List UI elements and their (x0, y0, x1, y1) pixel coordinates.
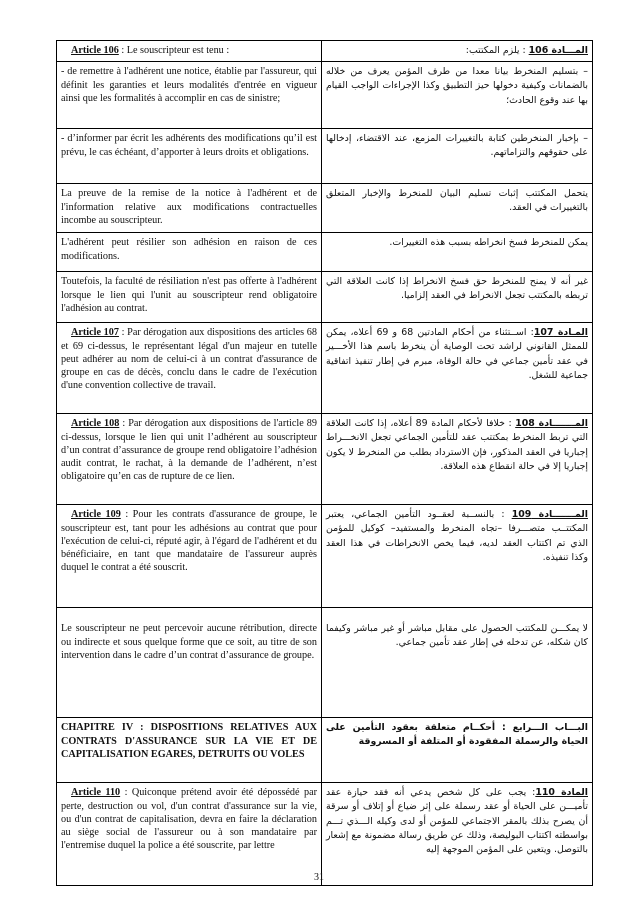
table-row (57, 41, 593, 62)
table-row (57, 783, 593, 886)
fr-cell (57, 272, 322, 323)
article-heading-ar: المـــــــادة 109 (511, 509, 588, 521)
ar-text: – بتسليم المنخرط بيانا معدا من طرف المؤمن يعرف من خلاله بالضمانات وكيفية دخولها حيز التطبيق وكذا الإجراءات الواجب القيام بها عند وقوع الحادث؛ (326, 66, 588, 106)
article-heading-ar: المـادة 107 (533, 327, 588, 339)
ar-cell (322, 62, 593, 129)
ar-cell (322, 608, 593, 718)
article-heading-fr: Article 107 (71, 327, 119, 339)
fr-text: : Par dérogation aux dispositions de l'article 89 ci-dessus, lorsque le lien qui unit l’adhérent au souscripteur d’un contrat d’assurance de groupe rend obligatoire l’adhésion audit contrat, le rachat, à la demande de l’adhérent, n’est obligatoire qu’en cas de rupture de ce lien. (61, 418, 317, 483)
table-row (57, 184, 593, 233)
article-heading-ar: المـــــــادة 108 (515, 418, 588, 430)
ar-cell (322, 783, 593, 886)
ar-text: يمكن للمنخرط فسخ انخراطه بسبب هذه التغييرات. (389, 237, 588, 249)
fr-cell (57, 718, 322, 783)
fr-cell (57, 233, 322, 272)
table-row (57, 62, 593, 129)
ar-cell (322, 505, 593, 608)
article-heading-ar: المادة 110 (535, 787, 588, 799)
table-row (57, 129, 593, 184)
table-row (57, 323, 593, 414)
fr-cell (57, 129, 322, 184)
bilingual-law-table (56, 40, 593, 886)
ar-cell (322, 414, 593, 505)
fr-text: - de remettre à l'adhérent une notice, établie par l'assureur, qui définit les garanties et leurs modalités d'entrée en vigueur ainsi que les formalités à accomplir en cas de sinistre; (61, 66, 317, 104)
document-page (56, 40, 588, 870)
ar-cell (322, 718, 593, 783)
fr-cell (57, 505, 322, 608)
table-row (57, 233, 593, 272)
article-heading-fr: Article 110 (71, 787, 121, 799)
ar-text: : يلزم المكتتب: (465, 45, 529, 56)
table-row (57, 505, 593, 608)
ar-text: – بإخبار المنخرطين كتابة بالتغييرات المزمع، عند الاقتضاء، إدخالها على حقوقهم والتزاماتهم. (326, 133, 588, 159)
ar-cell (322, 272, 593, 323)
table-row (57, 414, 593, 505)
chapter-title-ar: البـــاب الـــرابع : أحكــام متعلقة بعقود التأمين على الحياة والرسملة المفقودة أو المتلفة أو المسروقة (326, 722, 588, 748)
ar-text: : يجب على كل شخص يدعي أنه فقد حيازة عقد تأميـــن على الحياة أو عقد رسملة على إثر ضياع أو إتلاف أو سرقة أن يصرح بذلك بالمقر الاجتماعي للمؤمن أو لدى وكيله الـــذي تـــم بواسطته اكتتاب البوليصة، وذلك عن طريق رسالة مضمونة مع إشعار بالتوصل. ويتعين على المؤمن الموجهة إليه (326, 787, 588, 856)
fr-cell (57, 41, 322, 62)
article-heading-fr: Article 109 (71, 509, 121, 521)
fr-cell (57, 608, 322, 718)
fr-text: : Le souscripteur est tenu : (118, 45, 230, 56)
ar-text: لا يمكـــن للمكتتب الحصول على مقابل مباشر أو غير مباشر وكيفما كان شكله، عن تدخله في إطار عقد تأمين جماعي. (326, 623, 588, 649)
fr-text: - d’informer par écrit les adhérents des modifications qu’il est prévu, le cas échéant, d’apporter à leurs droits et obligations. (61, 133, 317, 158)
ar-text: : اســتثناء من أحكام المادتين 68 و 69 أعلاه، يمكن للممثل القانوني لراشد تحت الوصاية أن ينخرط باسم هذا الأخـــير في عقد تأمين جماعي في حالة الوفاة، مبرم في إطار تنفيذ اتفاقية جماعية للشغل. (326, 327, 588, 381)
fr-text: Toutefois, la faculté de résiliation n'est pas offerte à l'adhérent lorsque le lien qui l'unit au souscripteur rend obligatoire l'adhésion au contrat. (61, 276, 317, 314)
ar-cell (322, 323, 593, 414)
ar-cell (322, 41, 593, 62)
article-heading-fr: Article 108 (71, 418, 120, 430)
chapter-title-fr: CHAPITRE IV : DISPOSITIONS RELATIVES AUX CONTRATS D'ASSURANCE SUR LA VIE ET DE CAPITALISATION EGARES, DETRUITS OU VOLES (61, 722, 317, 760)
fr-cell (57, 184, 322, 233)
table-row (57, 608, 593, 718)
fr-cell (57, 414, 322, 505)
ar-cell (322, 129, 593, 184)
ar-text: يتحمل المكتتب إثبات تسليم البيان للمنخرط والإخبار المتعلق بالتغييرات في العقد. (326, 188, 588, 214)
fr-text: L'adhérent peut résilier son adhésion en raison de ces modifications. (61, 237, 317, 262)
ar-cell (322, 184, 593, 233)
article-heading-fr: Article 106 (71, 45, 119, 56)
ar-text: : بالنســبة لعقــود التأمين الجماعي، يعتبر المكتتــب متصـــرفا –تجاه المنخرط والمستفيد– كوكيل للمؤمن الذي تم اكتتاب العقد لديه، فيما يخص الانخراطات في هذا العقد وكذا تنفيذه. (326, 509, 588, 563)
fr-text: : Pour les contrats d'assurance de groupe, le souscripteur est, tant pour les adhésions au contrat que pour l'exécution de celui-ci, réputé agir, à l'égard de l'adhérent et du bénéficiaire, en tant que mandataire de l'assureur auprès duquel le contrat a été souscrit. (61, 509, 317, 574)
table-row (57, 272, 593, 323)
article-heading-ar: المـــادة 106 (528, 45, 588, 56)
fr-text: : Quiconque prétend avoir été dépossédé par perte, destruction ou vol, d'un contrat d'assurance sur la vie, ou d'un contrat de capitalisation, devra en faire la déclaration au siège social de l'assureur ou à son mandataire par l'entremise duquel la police a été souscrite, par lettre (61, 787, 317, 852)
fr-cell (57, 62, 322, 129)
fr-cell (57, 323, 322, 414)
fr-cell (57, 783, 322, 886)
fr-text: La preuve de la remise de la notice à l'adhérent et de l'information relative aux modifications contractuelles incombe au souscripteur. (61, 188, 317, 226)
table-row (57, 718, 593, 783)
fr-text: : Par dérogation aux dispositions des articles 68 et 69 ci-dessus, le représentant légal d'un majeur en tutelle peut adhérer au nom de celui-ci à un contrat d'assurance de groupe en cas de décès, conclu dans le cadre de l'exécution d'une convention collective de travail. (61, 327, 317, 392)
fr-text: Le souscripteur ne peut percevoir aucune rétribution, directe ou indirecte et sous quelque forme que ce soit, au titre de son intervention dans le cadre d’un contrat d’assurance de groupe. (61, 623, 317, 661)
ar-text: غير أنه لا يمنح للمنخرط حق فسخ الانخراط إذا كانت العلاقة التي تربطه بالمكتتب تجعل الانخراط في العقد إلزاميا. (326, 276, 588, 302)
ar-cell (322, 233, 593, 272)
ar-text: : خلافا لأحكام المادة 89 أعلاه، إذا كانت العلاقة التي تربط المنخرط بمكتتب عقد للتأمين الجماعي تجعل الانخـــراط إجباريا في العقد المذكور، فإن الاسترداد بطلب من المنخرط لا يكون إجباريا إلا في حالة انقطاع هذه العلاقة. (326, 418, 588, 472)
page-number: 31 (314, 872, 324, 883)
